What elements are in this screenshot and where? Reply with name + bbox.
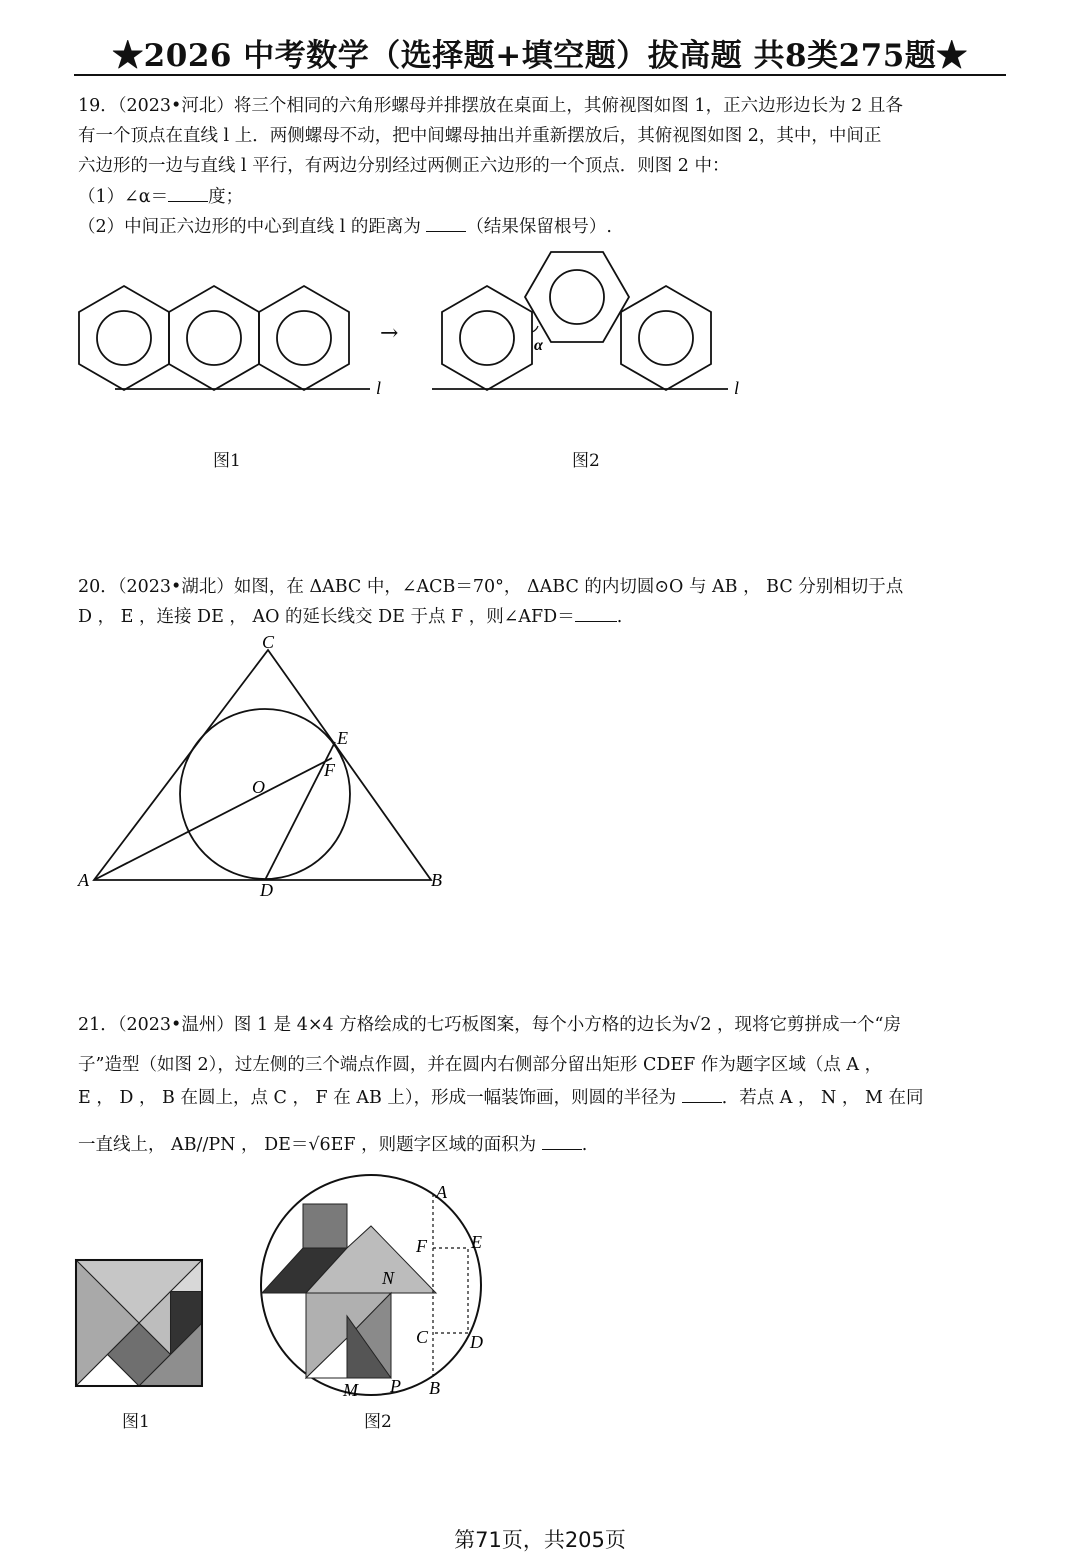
q20-line2-suffix: . bbox=[616, 607, 623, 627]
q21-tangram-figure-1 bbox=[76, 1260, 202, 1386]
q19-fig1-caption: 图1 bbox=[213, 451, 241, 471]
point-p-label: P bbox=[390, 1376, 401, 1396]
q20-line2-prefix: D ， E ，连接 DE ， AO 的延长线交 DE 于点 F ，则∠AFD＝ bbox=[78, 607, 575, 627]
q21-fig2-caption: 图2 bbox=[364, 1412, 392, 1432]
q20-line-1: 20．（2023•湖北）如图，在 ΔABC 中，∠ACB＝70°， ΔABC 的内切圆⊙O 与 AB ， BC 分别相切于点 bbox=[78, 577, 904, 597]
triangle-abc bbox=[94, 650, 431, 880]
nut-hole-middle bbox=[550, 270, 604, 324]
nut-hole-right bbox=[639, 311, 693, 365]
point-d-label: D bbox=[260, 880, 273, 900]
q21-line4-prefix: 一直线上， AB//PN ， DE＝√6EF ，则题字区域的面积为 bbox=[78, 1135, 542, 1155]
line-l-label: l bbox=[376, 378, 382, 398]
rect-cdef bbox=[433, 1248, 468, 1333]
page-title: ★2026 中考数学（选择题+填空题）拔高题 共8类275题★ bbox=[112, 38, 968, 74]
point-e-label: E bbox=[471, 1232, 482, 1252]
nut-hole-2 bbox=[187, 311, 241, 365]
nut-hole-3 bbox=[277, 311, 331, 365]
line-l-label: l bbox=[734, 378, 740, 398]
q21-line-3 bbox=[78, 1086, 923, 1110]
point-n-label: N bbox=[382, 1268, 395, 1288]
q19-sub1-suffix: 度； bbox=[208, 187, 244, 207]
q19-figure-1 bbox=[60, 270, 400, 410]
q19-line-3: 六边形的一边与直线 l 平行，有两边分别经过两侧正六边形的一个顶点．则图 2 中： bbox=[78, 156, 730, 176]
q21-line3-suffix: ．若点 A ， N ， M 在同 bbox=[721, 1088, 924, 1108]
hexagon-nut-right bbox=[621, 286, 711, 390]
arrow-icon: → bbox=[380, 321, 399, 346]
point-c-label: C bbox=[262, 632, 275, 652]
q19-sub-2 bbox=[78, 215, 612, 239]
hexagon-nut-2 bbox=[169, 286, 259, 390]
hexagon-nut-left bbox=[442, 286, 532, 390]
q21-fig1-caption: 图1 bbox=[122, 1412, 150, 1432]
answer-blank bbox=[426, 231, 466, 232]
q19-figure-2 bbox=[420, 240, 760, 410]
hexagon-nut-3 bbox=[259, 286, 349, 390]
answer-blank bbox=[575, 621, 617, 622]
hexagon-nut-1 bbox=[79, 286, 169, 390]
point-b-label: B bbox=[431, 870, 442, 890]
angle-alpha-arc bbox=[532, 326, 538, 332]
q21-line-4 bbox=[78, 1133, 587, 1157]
nut-hole-left bbox=[460, 311, 514, 365]
q19-line-2: 有一个顶点在直线 l 上．两侧螺母不动，把中间螺母抽出并重新摆放后，其俯视图如图 2，其中，中间正 bbox=[78, 126, 882, 146]
q21-line3-prefix: E ， D ， B 在圆上，点 C ， F 在 AB 上），形成一幅装饰画，则圆的半径为 bbox=[78, 1088, 682, 1108]
point-d-label: D bbox=[470, 1332, 483, 1352]
q20-triangle-figure bbox=[70, 630, 460, 905]
q19-sub-1 bbox=[78, 185, 243, 209]
page-number: 第71页，共205页 bbox=[454, 1528, 626, 1552]
point-f-label: F bbox=[416, 1236, 427, 1256]
q20-line-2 bbox=[78, 605, 622, 629]
q19-sub1-prefix: （1）∠α＝ bbox=[78, 187, 169, 207]
point-e-label: E bbox=[337, 728, 348, 748]
answer-blank bbox=[682, 1102, 722, 1103]
answer-blank bbox=[168, 201, 208, 202]
point-a-label: A bbox=[78, 870, 89, 890]
nut-hole-1 bbox=[97, 311, 151, 365]
alpha-label: α bbox=[534, 337, 543, 354]
q21-line-2: 子”造型（如图 2），过左侧的三个端点作圆，并在圆内右侧部分留出矩形 CDEF 作为题字区域（点 A ， bbox=[78, 1055, 883, 1075]
answer-blank bbox=[542, 1149, 582, 1150]
point-o-label: O bbox=[252, 777, 265, 797]
hexagon-nut-middle bbox=[525, 252, 629, 342]
q19-line-1: 19．（2023•河北）将三个相同的六角形螺母并排摆放在桌面上，其俯视图如图 1，正六边形边长为 2 且各 bbox=[78, 96, 903, 116]
point-b-label: B bbox=[429, 1378, 440, 1398]
point-f-label: F bbox=[324, 760, 335, 780]
incircle-o bbox=[180, 709, 350, 879]
point-a-label: A bbox=[436, 1182, 447, 1202]
header-divider bbox=[74, 74, 1006, 76]
q19-sub2-suffix: （结果保留根号）. bbox=[466, 217, 612, 237]
q21-house-figure-2 bbox=[250, 1178, 490, 1400]
q19-sub2-prefix: （2）中间正六边形的中心到直线 l 的距离为 bbox=[78, 217, 427, 237]
point-c-label: C bbox=[416, 1327, 429, 1347]
q21-line4-suffix: . bbox=[581, 1135, 588, 1155]
q21-line-1: 21．（2023•温州）图 1 是 4×4 方格绘成的七巧板图案，每个小方格的边长为√2 ，现将它剪拼成一个“房 bbox=[78, 1015, 901, 1035]
point-m-label: M bbox=[343, 1380, 358, 1400]
q19-fig2-caption: 图2 bbox=[572, 451, 600, 471]
